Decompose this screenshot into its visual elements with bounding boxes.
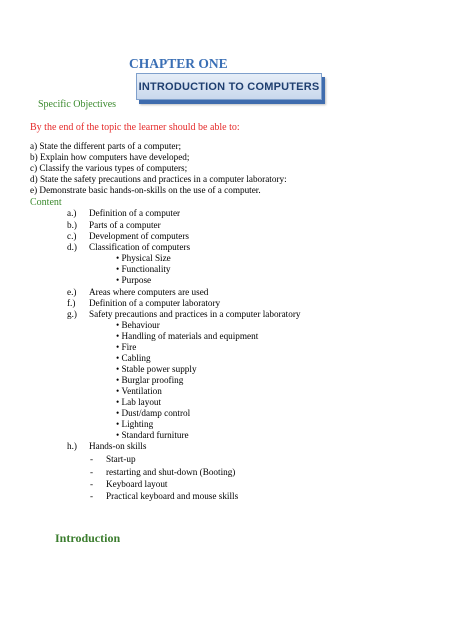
dash-marker: -	[90, 467, 94, 477]
chapter-heading: CHAPTER ONE	[129, 56, 228, 71]
classification-bullet: • Purpose	[116, 275, 151, 285]
classification-bullet: • Physical Size	[116, 253, 171, 263]
content-item	[67, 220, 161, 230]
dash-marker: -	[90, 454, 94, 464]
content-item-label: c.)	[67, 231, 77, 241]
objective-item: b) Explain how computers have developed;	[30, 152, 190, 162]
chapter-title: INTRODUCTION TO COMPUTERS	[138, 80, 320, 93]
hands-on-item	[90, 491, 238, 501]
content-item-text: Areas where computers are used	[89, 287, 209, 297]
dash-marker: -	[90, 491, 94, 501]
content-item-text: Definition of a computer	[89, 208, 181, 218]
dash-marker: -	[90, 479, 94, 489]
safety-bullet: • Standard furniture	[116, 430, 189, 440]
content-item-text: Definition of a computer laboratory	[89, 298, 221, 308]
hands-on-item	[90, 454, 136, 464]
hands-on-text: Practical keyboard and mouse skills	[106, 491, 239, 501]
content-item-label: d.)	[67, 242, 77, 252]
hands-on-text: Keyboard layout	[106, 479, 168, 489]
content-heading: Content	[30, 197, 62, 208]
safety-bullet: • Stable power supply	[116, 364, 197, 374]
objective-item: d) State the safety precautions and practices in a computer laboratory:	[30, 174, 287, 184]
content-item-text: Classification of computers	[89, 242, 191, 252]
objective-item: e) Demonstrate basic hands-on-skills on the use of a computer.	[30, 185, 261, 195]
introduction-heading: Introduction	[55, 531, 121, 545]
content-item-text: Parts of a computer	[89, 220, 161, 230]
safety-bullet: • Cabling	[116, 353, 151, 363]
content-item	[67, 287, 208, 297]
hands-on-text: Start-up	[106, 454, 136, 464]
safety-bullet: • Lighting	[116, 419, 153, 429]
objectives-intro: By the end of the topic the learner should be able to:	[30, 122, 240, 133]
safety-bullet: • Behaviour	[116, 320, 160, 330]
content-item	[67, 208, 180, 218]
content-item-label: b.)	[67, 220, 77, 230]
hands-on-text: restarting and shut-down (Booting)	[106, 467, 236, 477]
safety-bullet: • Handling of materials and equipment	[116, 331, 258, 341]
safety-bullet: • Fire	[116, 342, 136, 352]
content-item	[67, 309, 300, 319]
content-item-label: g.)	[67, 309, 77, 319]
content-item	[67, 242, 190, 252]
safety-bullet: • Ventilation	[116, 386, 162, 396]
chapter-title-banner	[136, 73, 322, 100]
safety-bullet: • Lab layout	[116, 397, 161, 407]
objective-item: a) State the different parts of a computer;	[30, 141, 182, 151]
content-item-label: h.)	[67, 441, 77, 451]
content-item	[67, 231, 189, 241]
safety-bullet: • Burglar proofing	[116, 375, 183, 385]
hands-on-item	[90, 467, 235, 477]
content-item	[67, 441, 146, 451]
safety-bullet: • Dust/damp control	[116, 408, 190, 418]
content-item-label: f.)	[67, 298, 76, 308]
content-item-label: e.)	[67, 287, 77, 297]
objective-item: c) Classify the various types of computers;	[30, 163, 188, 173]
hands-on-item	[90, 479, 168, 489]
content-item-text: Hands-on skills	[89, 441, 147, 451]
classification-bullet: • Functionality	[116, 264, 171, 274]
content-item	[67, 298, 220, 308]
specific-objectives-heading: Specific Objectives	[38, 99, 117, 110]
content-item-text: Safety precautions and practices in a computer laboratory	[89, 309, 301, 319]
content-item-label: a.)	[67, 208, 77, 218]
content-item-text: Development of computers	[89, 231, 190, 241]
